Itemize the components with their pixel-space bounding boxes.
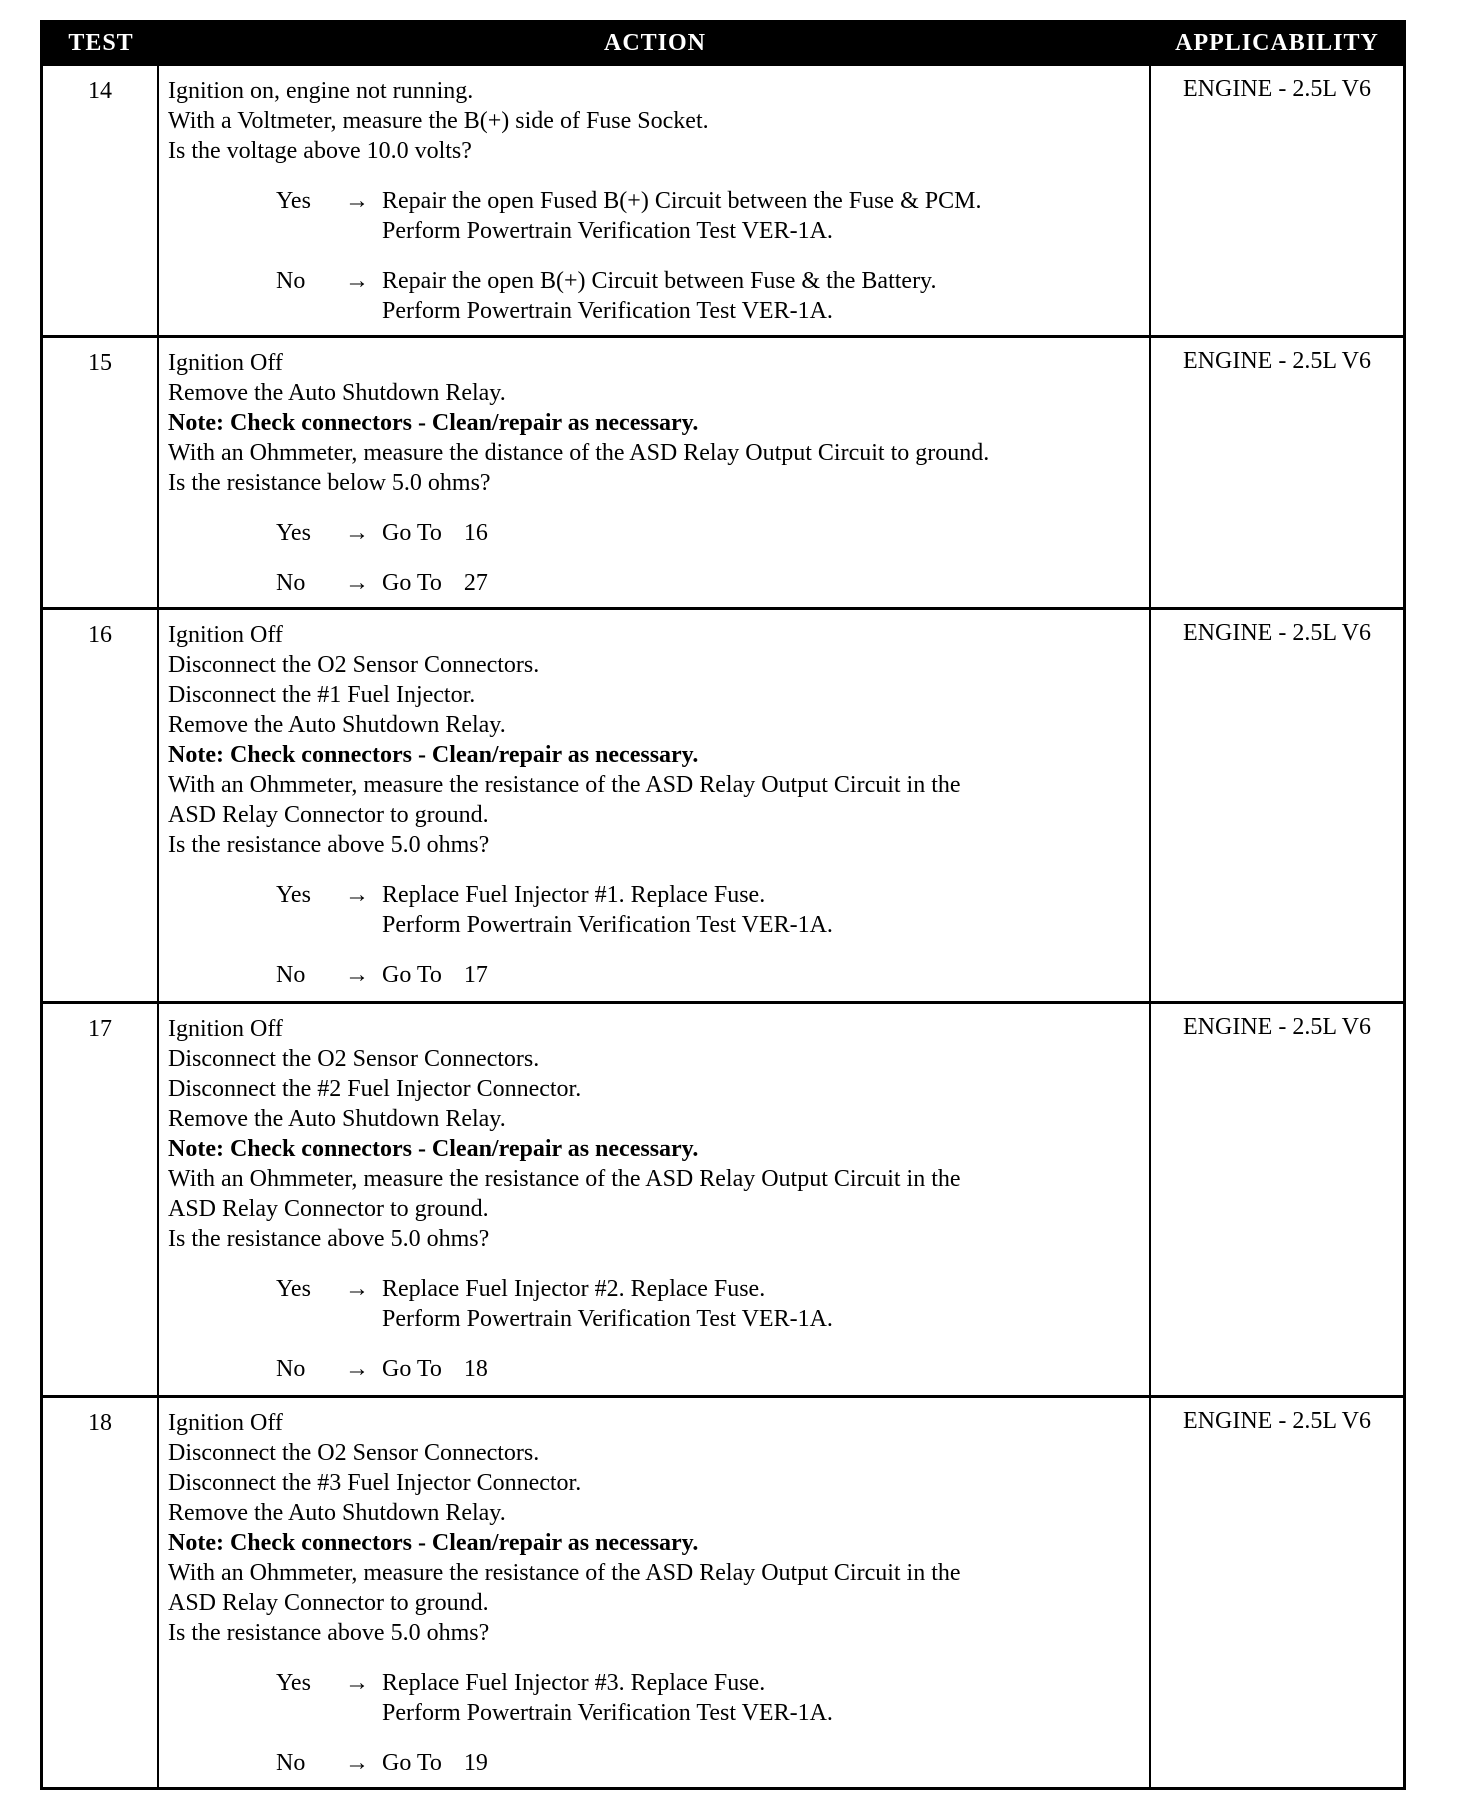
response-line: Repair the open Fused B(+) Circuit between the Fuse & PCM. [382,188,982,214]
applicability-cell: ENGINE - 2.5L V6 [1183,348,1371,374]
response-line: Perform Powertrain Verification Test VER-1A. [382,912,833,938]
yes-label: Yes [276,188,311,214]
yes-response [168,1274,1141,1334]
response-line: Replace Fuel Injector #3. Replace Fuse. [382,1670,766,1696]
no-text [382,266,937,326]
test-number: 16 [43,610,159,1001]
yes-text [382,880,833,940]
action-line: Is the resistance above 5.0 ohms? [168,832,490,858]
action-line: ASD Relay Connector to ground. [168,1590,489,1616]
arrow-right-icon: → [345,882,369,908]
action-line: With a Voltmeter, measure the B(+) side of Fuse Socket. [168,108,709,134]
yes-text [382,518,488,548]
yes-label: Yes [276,520,311,546]
action-line: ASD Relay Connector to ground. [168,1196,489,1222]
no-response [168,1748,1141,1778]
action-line: Disconnect the O2 Sensor Connectors. [168,1046,540,1072]
response-line: Perform Powertrain Verification Test VER-1A. [382,1306,833,1332]
action-line: With an Ohmmeter, measure the resistance of the ASD Relay Output Circuit in the [168,1560,961,1586]
no-label: No [276,570,306,596]
note-line: Note: Check connectors - Clean/repair as necessary. [168,1136,699,1162]
arrow-right-icon: → [345,1356,369,1382]
response-line: Repair the open B(+) Circuit between Fuse & the Battery. [382,268,937,294]
yes-response [168,518,1141,548]
yes-response [168,880,1141,940]
action-line: Ignition Off [168,1016,283,1042]
action-line: Is the voltage above 10.0 volts? [168,138,472,164]
header-action: ACTION [603,29,706,56]
action-cell [159,610,1151,1001]
goto-number: 19 [463,1750,488,1776]
applicability-cell: ENGINE - 2.5L V6 [1183,76,1371,102]
table-row [43,335,1403,607]
action-cell [159,338,1151,607]
yes-response [168,186,1141,246]
action-line: Disconnect the #1 Fuel Injector. [168,682,476,708]
no-text [382,568,488,598]
action-line: Is the resistance above 5.0 ohms? [168,1620,490,1646]
goto-number: 27 [463,570,488,596]
goto-number: 17 [463,962,488,988]
action-line: Disconnect the O2 Sensor Connectors. [168,1440,540,1466]
goto-label: Go To [382,1750,442,1776]
table-row [43,607,1403,1001]
action-line: With an Ohmmeter, measure the distance of the ASD Relay Output Circuit to ground. [168,440,990,466]
action-line: Remove the Auto Shutdown Relay. [168,1106,506,1132]
yes-label: Yes [276,1276,311,1302]
applicability-cell: ENGINE - 2.5L V6 [1183,1408,1371,1434]
action-line: Ignition on, engine not running. [168,78,474,104]
note-line: Note: Check connectors - Clean/repair as necessary. [168,742,699,768]
test-number: 17 [43,1004,159,1395]
action-line: With an Ohmmeter, measure the resistance of the ASD Relay Output Circuit in the [168,772,961,798]
yes-label: Yes [276,1670,311,1696]
goto-number: 18 [463,1356,488,1382]
test-number: 15 [43,338,159,607]
no-response [168,1354,1141,1384]
no-text [382,960,488,990]
header-applicability: APPLICABILITY [1175,29,1379,56]
note-line: Note: Check connectors - Clean/repair as necessary. [168,410,699,436]
yes-label: Yes [276,882,311,908]
table-row [43,63,1403,335]
no-response [168,960,1141,990]
goto-label: Go To [382,962,442,988]
arrow-right-icon: → [345,962,369,988]
arrow-right-icon: → [345,570,369,596]
arrow-right-icon: → [345,268,369,294]
action-line: Is the resistance above 5.0 ohms? [168,1226,490,1252]
goto-label: Go To [382,520,442,546]
no-text [382,1748,488,1778]
action-line: Is the resistance below 5.0 ohms? [168,470,491,496]
response-line: Replace Fuel Injector #1. Replace Fuse. [382,882,766,908]
action-line: Remove the Auto Shutdown Relay. [168,1500,506,1526]
action-line: ASD Relay Connector to ground. [168,802,489,828]
yes-text [382,1668,833,1728]
applicability-cell: ENGINE - 2.5L V6 [1183,1014,1371,1040]
yes-text [382,1274,833,1334]
action-line: Disconnect the O2 Sensor Connectors. [168,652,540,678]
action-line: Ignition Off [168,622,283,648]
goto-number: 16 [463,520,488,546]
no-response [168,568,1141,598]
yes-text [382,186,981,246]
test-number: 14 [43,66,159,335]
goto-label: Go To [382,570,442,596]
note-line: Note: Check connectors - Clean/repair as necessary. [168,1530,699,1556]
arrow-right-icon: → [345,1276,369,1302]
action-line: Remove the Auto Shutdown Relay. [168,380,506,406]
diagnostic-table [40,20,1406,1790]
action-line: Ignition Off [168,1410,283,1436]
goto-label: Go To [382,1356,442,1382]
no-label: No [276,962,306,988]
response-line: Perform Powertrain Verification Test VER-1A. [382,218,833,244]
action-line: With an Ohmmeter, measure the resistance of the ASD Relay Output Circuit in the [168,1166,961,1192]
no-label: No [276,1750,306,1776]
test-number: 18 [43,1398,159,1787]
action-cell [159,1398,1151,1787]
arrow-right-icon: → [345,188,369,214]
table-row [43,1395,1403,1787]
response-line: Replace Fuel Injector #2. Replace Fuse. [382,1276,766,1302]
action-line: Disconnect the #2 Fuel Injector Connector. [168,1076,582,1102]
response-line: Perform Powertrain Verification Test VER-1A. [382,1700,833,1726]
action-cell [159,1004,1151,1395]
response-line: Perform Powertrain Verification Test VER-1A. [382,298,833,324]
arrow-right-icon: → [345,520,369,546]
action-cell [159,66,1151,335]
no-response [168,266,1141,326]
arrow-right-icon: → [345,1670,369,1696]
header-test: TEST [68,29,134,56]
yes-response [168,1668,1141,1728]
action-line: Disconnect the #3 Fuel Injector Connector. [168,1470,582,1496]
applicability-cell: ENGINE - 2.5L V6 [1183,620,1371,646]
arrow-right-icon: → [345,1750,369,1776]
no-label: No [276,1356,306,1382]
table-row [43,1001,1403,1395]
action-line: Ignition Off [168,350,283,376]
action-line: Remove the Auto Shutdown Relay. [168,712,506,738]
table-header [43,23,1403,63]
no-text [382,1354,488,1384]
no-label: No [276,268,306,294]
